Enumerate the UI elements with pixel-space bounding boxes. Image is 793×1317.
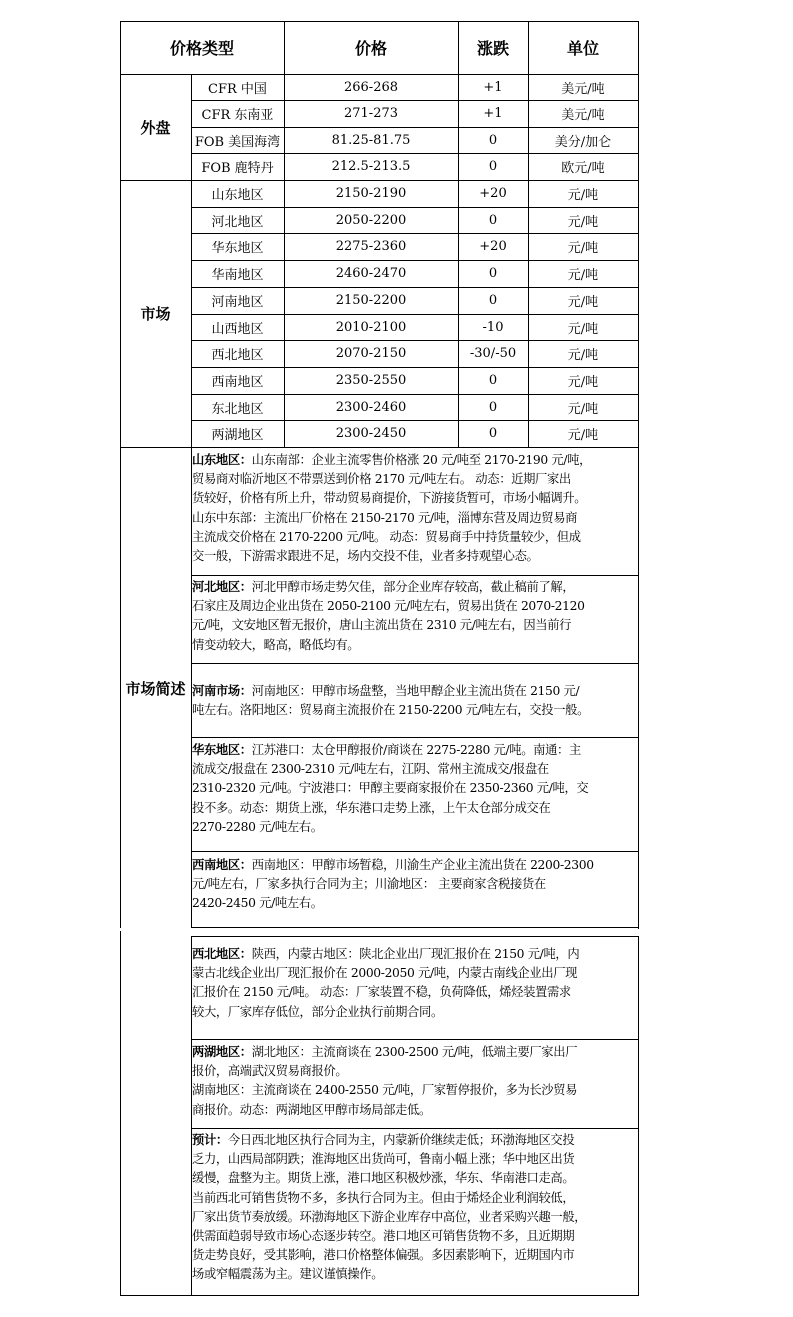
group-label-summary: 市场简述 — [125, 679, 186, 698]
market-unit: 元/吨 — [567, 321, 599, 337]
overseas-price: 271-273 — [343, 106, 399, 121]
header-change: 涨跌 — [476, 39, 509, 58]
market-price: 2150-2200 — [335, 293, 407, 308]
market-price: 2050-2200 — [335, 212, 407, 228]
market-price: 2275-2360 — [335, 239, 407, 254]
market-change: -10 — [482, 319, 504, 335]
summary-text: 山东南部：企业主流零售价格涨 20 元/吨至 2170-2190 元/吨， 贸易商对临沂地区不带票送到价格 2170 元/吨左右。 动态：近期厂家出 货较好，价格有所上升，带动贸易商提价，下游接货暂可，市场小幅调升。 山东中东部：主流出厂价格在 2150-2170 元/吨，淄博东营及周边贸易商 主流成交价格在 2170-2200 元/吨。 动态：贸易商手中持货量较少，但成 交一般，下游需求跟进不足，场内交投不佳，业者多持观望心态。 — [192, 453, 592, 564]
market-unit: 元/吨 — [567, 401, 599, 417]
market-region: 河北地区 — [211, 214, 264, 230]
para-line — [191, 575, 639, 576]
para-line — [191, 1128, 639, 1129]
para-line — [191, 851, 639, 852]
header-price: 价格 — [354, 39, 387, 58]
market-unit: 元/吨 — [567, 268, 599, 283]
overseas-price: 81.25-81.75 — [331, 132, 411, 148]
header-type: 价格类型 — [169, 39, 234, 58]
market-region: 山东地区 — [211, 188, 264, 203]
market-change: 0 — [488, 399, 498, 415]
header-unit: 单位 — [566, 39, 599, 58]
summary-xinan — [192, 855, 638, 925]
summary-text: 今日西北地区执行合同为主，内蒙新价继续走低；环渤海地区交投 乏力，山西局部阴跌；淮海地区出货尚可，鲁南小幅上涨；华中地区出货 缓慢，盘整为主。期货上涨，港口地区积极炒涨，华东、华南港口走高。 当前西北可销售货物不多，多执行合同为主。但由于烯烃企业利润较低， 厂家出货节奏放缓。环渤海地区下游企业库存中高位，业者采购兴趣一般， 供需面趋弱导致市场心态逐步转空。港口地区可销售货物不多，且近期期 货走势良好，受其影响，港口价格整体偏强。多因素影响下，近期国内市 场或窄幅震荡为主。建议谨慎操作。 — [192, 1133, 587, 1282]
overseas-unit: 欧元/吨 — [561, 161, 605, 176]
overseas-change: 0 — [488, 132, 498, 148]
overseas-change: 0 — [488, 159, 498, 174]
summary-text: 河北甲醇市场走势欠佳，部分企业库存较高，截止稿前了解， 石家庄及周边企业出货在 2050-2100 元/吨左右，贸易出货在 2070-2120 元/吨，文安地区暂无报价，唐山主流出货在 2310 元/吨左右，因当前行 情变动较大，略高，略低均有。 — [192, 580, 585, 652]
summary-shandong — [192, 450, 638, 574]
summary-text: 湖北地区：主流商谈在 2300-2500 元/吨，低端主要厂家出厂 报价，高端武汉贸易商报价。 湖南地区：主流商谈在 2400-2550 元/吨，厂家暂停报价，多为长沙贸易 商报价。动态：两湖地区甲醇市场局部走低。 — [192, 1045, 578, 1117]
market-region: 西北地区 — [211, 348, 264, 363]
overseas-unit: 美分/加仑 — [554, 134, 612, 150]
summary-title: 预计： — [192, 1132, 228, 1147]
market-region: 华东地区 — [211, 241, 264, 256]
summary-hebei — [192, 577, 638, 662]
overseas-price: 266-268 — [343, 79, 399, 95]
market-change: 0 — [488, 212, 498, 228]
market-change: +20 — [479, 186, 507, 201]
market-price: 2150-2190 — [335, 186, 407, 201]
table-right-border-2 — [638, 936, 639, 1296]
market-region: 东北地区 — [211, 401, 264, 417]
overseas-name: CFR 东南亚 — [201, 108, 274, 123]
summary-text: 西南地区：甲醇市场暂稳，川渝生产企业主流出货在 2200-2300 元/吨左右，厂家多执行合同为主；川渝地区： 主要商家含税接货在 2420-2450 元/吨左右。 — [192, 858, 594, 911]
summary-title: 西南地区： — [192, 857, 252, 872]
overseas-price: 212.5-213.5 — [331, 159, 411, 174]
page-break-line — [191, 927, 639, 928]
market-unit: 元/吨 — [567, 188, 599, 203]
market-price: 2300-2450 — [335, 426, 407, 441]
summary-title: 山东地区： — [192, 452, 252, 467]
market-change: +20 — [479, 239, 507, 254]
market-region: 河南地区 — [211, 295, 264, 310]
table-left-border-2 — [120, 931, 121, 1296]
summary-title: 华东地区： — [192, 742, 252, 757]
table-right-border — [638, 21, 639, 929]
overseas-name: FOB 鹿特丹 — [201, 161, 274, 176]
para-line — [191, 737, 639, 738]
market-price: 2460-2470 — [335, 266, 407, 281]
summary-title: 河南市场： — [192, 683, 252, 698]
market-price: 2300-2460 — [335, 399, 407, 415]
market-region: 山西地区 — [211, 321, 264, 337]
market-unit: 元/吨 — [567, 375, 599, 390]
overseas-unit: 美元/吨 — [561, 81, 605, 97]
overseas-unit: 美元/吨 — [561, 108, 605, 123]
para-line — [191, 936, 639, 937]
group-label-overseas: 外盘 — [140, 118, 171, 137]
overseas-change: +1 — [483, 106, 503, 121]
market-unit: 元/吨 — [567, 428, 599, 443]
market-price: 2350-2550 — [335, 373, 407, 388]
table-bottom-border — [120, 1295, 639, 1296]
overseas-change: +1 — [483, 79, 503, 95]
market-change: -30/-50 — [469, 346, 517, 361]
summary-forecast — [192, 1130, 638, 1294]
summary-text: 江苏港口：太仓甲醇报价/商谈在 2275-2280 元/吨。南通：主 流成交/报盘在 2300-2310 元/吨左右，江阴、常州主流成交/报盘在 2310-2320 元/吨。宁波港口：甲醇主要商家报价在 2350-2360 元/吨，交 投不多。动态：期货上涨，华东港口走势上涨，上午太仓部分成交在 2270-2280 元/吨左右。 — [192, 743, 589, 834]
market-change: 0 — [488, 426, 498, 441]
market-region: 西南地区 — [211, 375, 264, 390]
para-line — [191, 1039, 639, 1040]
market-region: 华南地区 — [211, 268, 264, 283]
summary-title: 河北地区： — [192, 579, 252, 594]
group-line — [120, 447, 639, 448]
market-unit: 元/吨 — [567, 295, 599, 310]
market-region: 两湖地区 — [211, 428, 264, 443]
market-change: 0 — [488, 266, 498, 281]
market-price: 2010-2100 — [335, 319, 407, 335]
summary-huadong — [192, 740, 638, 848]
overseas-name: CFR 中国 — [208, 81, 267, 97]
summary-title: 两湖地区： — [192, 1044, 252, 1059]
overseas-name: FOB 美国海湾 — [194, 134, 281, 150]
summary-lianghu — [192, 1042, 638, 1126]
market-unit: 元/吨 — [567, 348, 599, 363]
market-price: 2070-2150 — [335, 346, 407, 361]
summary-title: 西北地区： — [192, 946, 252, 961]
summary-xibei — [192, 944, 638, 1036]
market-change: 0 — [488, 293, 498, 308]
summary-henan — [192, 681, 638, 733]
summary-text: 河南地区：甲醇市场盘整，当地甲醇企业主流出货在 2150 元/ 吨左右。洛阳地区：贸易商主流报价在 2150-2200 元/吨左右，交投一般。 — [192, 684, 590, 718]
market-change: 0 — [488, 373, 498, 388]
market-unit: 元/吨 — [567, 241, 599, 256]
para-line — [191, 663, 639, 664]
market-unit: 元/吨 — [567, 214, 599, 230]
summary-text: 陕西，内蒙古地区：陕北企业出厂现汇报价在 2150 元/吨，内 蒙古北线企业出厂现汇报价在 2000-2050 元/吨，内蒙古南线企业出厂现 汇报价在 2150 元/吨。 动态：厂家装置不稳，负荷降低，烯烃装置需求 较大，厂家库存低位，部分企业执行前期合同。 — [192, 947, 580, 1019]
group-label-market: 市场 — [140, 305, 171, 323]
